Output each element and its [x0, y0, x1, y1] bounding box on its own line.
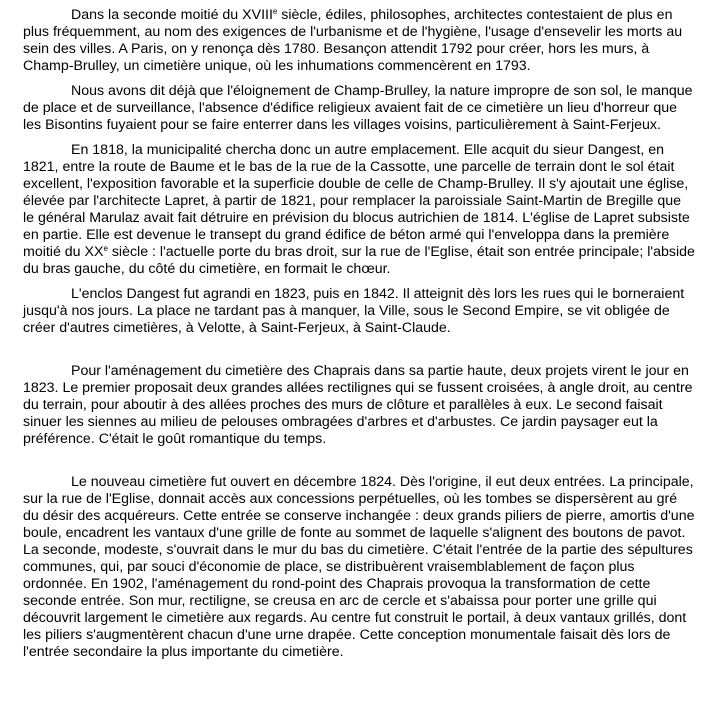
paragraph-1818-emplacement [23, 142, 695, 278]
superscript: e [103, 244, 108, 253]
paragraph-text: Le nouveau cimetière fut ouvert en décembre 1824. Dès l'origine, il eut deux entrées. La principale, sur la rue de l'Eglise, donnait accès aux concessions perpétuelles, où les tombes se dispersèrent au gré du désir des acquéreurs. Cette entrée se conserve inchangée : deux grands piliers de pierre, amortis d'une boule, encadrent les vantaux d'une grille de fonte au sommet de laquelle s'alignent des boutons de pavot. La seconde, modeste, s'ouvrait dans le mur du bas du cimetière. C'était l'entrée de la partie des sépultures communes, qui, par souci d'économie de place, se distribuèrent vraisemblablement de façon plus ordonnée. En 1902, l'aménagement du rond-point des Chaprais provoqua la transformation de cette seconde entrée. Son mur, rectiligne, se creusa en arc de cercle et s'abaissa pour porter une grille qui découvrit largement le cimetière aux regards. Au centre fut construit le portail, à deux vantaux grillés, dont les piliers s'augmentèrent chacun d'une urne drapée. Cette conception monumentale faisait dès lors de l'entrée secondaire la plus importante du cimetière. [23, 474, 695, 660]
paragraph-18th-century [23, 7, 695, 75]
paragraph-text: Nous avons dit déjà que l'éloignement de Champ-Brulley, la nature impropre de son sol, le manque de place et de surveillance, l'absence d'édifice religieux avaient fait de ce cimetière un lieu d'horreur que les Bisontins fuyaient pour se faire enterrer dans les villages voisins, particulièrement à Saint-Ferjeux. [23, 83, 693, 133]
paragraph-champ-brulley [23, 83, 695, 134]
paragraph-enclos-dangest [23, 286, 695, 337]
superscript: e [272, 7, 278, 16]
paragraph-text: siècle : l'actuelle porte du bras droit, sur la rue de l'Eglise, était son entrée principale; l'abside du bras gauche, du côté du cimetière, en formait le chœur. [23, 244, 695, 277]
paragraph-nouveau-cimetiere [23, 474, 695, 661]
paragraph-amenagement [23, 363, 695, 448]
paragraph-text: Pour l'aménagement du cimetière des Chaprais dans sa partie haute, deux projets virent le jour en 1823. Le premier proposait deux grandes allées rectilignes qui se fussent croisées, à angle droit, au centre du terrain, pour aboutir à des allées proches des murs de clôture et parallèles à eux. Le second faisait sinuer les siennes au milieu de pelouses ombragées d'arbres et d'arbustes. Ce jardin paysager eut la préférence. C'était le goût romantique du temps. [23, 363, 693, 447]
paragraph-text: siècle, édiles, philosophes, architectes contestaient de plus en plus fréquemment, au nom des exigences de l'urbanisme et de l'hygiène, l'usage d'ensevelir les morts au sein des villes. A Paris, on y renonça dès 1780. Besançon attendit 1792 pour créer, hors les murs, à Champ-Brulley, un cimetière unique, où les inhumations commencèrent en 1793. [23, 7, 683, 74]
paragraph-text: L'enclos Dangest fut agrandi en 1823, puis en 1842. Il atteignit dès lors les rues qui le borneraient jusqu'à nos jours. La place ne tardant pas à manquer, la Ville, sous le Second Empire, se vit obligée de créer d'autres cimetières, à Velotte, à Saint-Ferjeux, à Saint-Claude. [23, 286, 685, 336]
document-body [23, 7, 695, 669]
paragraph-text: En 1818, la municipalité chercha donc un autre emplacement. Elle acquit du sieur Dangest, en 1821, entre la route de Baume et le bas de la rue de la Cassotte, une parcelle de terrain dont le sol était excellent, l'exposition favorable et la superficie double de celle de Champ-Brulley. Il s'y ajoutait une église, élevée par l'architecte Lapret, à partir de 1821, pour remplacer la paroissiale Saint-Martin de Bregille que le général Marulaz avait fait détruire en prévision du blocus autrichien de 1814. L'église de Lapret subsiste en partie. Elle est devenue le transept du grand édifice de béton armé qui l'enveloppa dans la première moitié du XX [23, 142, 690, 260]
paragraph-text: Dans la seconde moitié du XVIII [71, 7, 273, 23]
